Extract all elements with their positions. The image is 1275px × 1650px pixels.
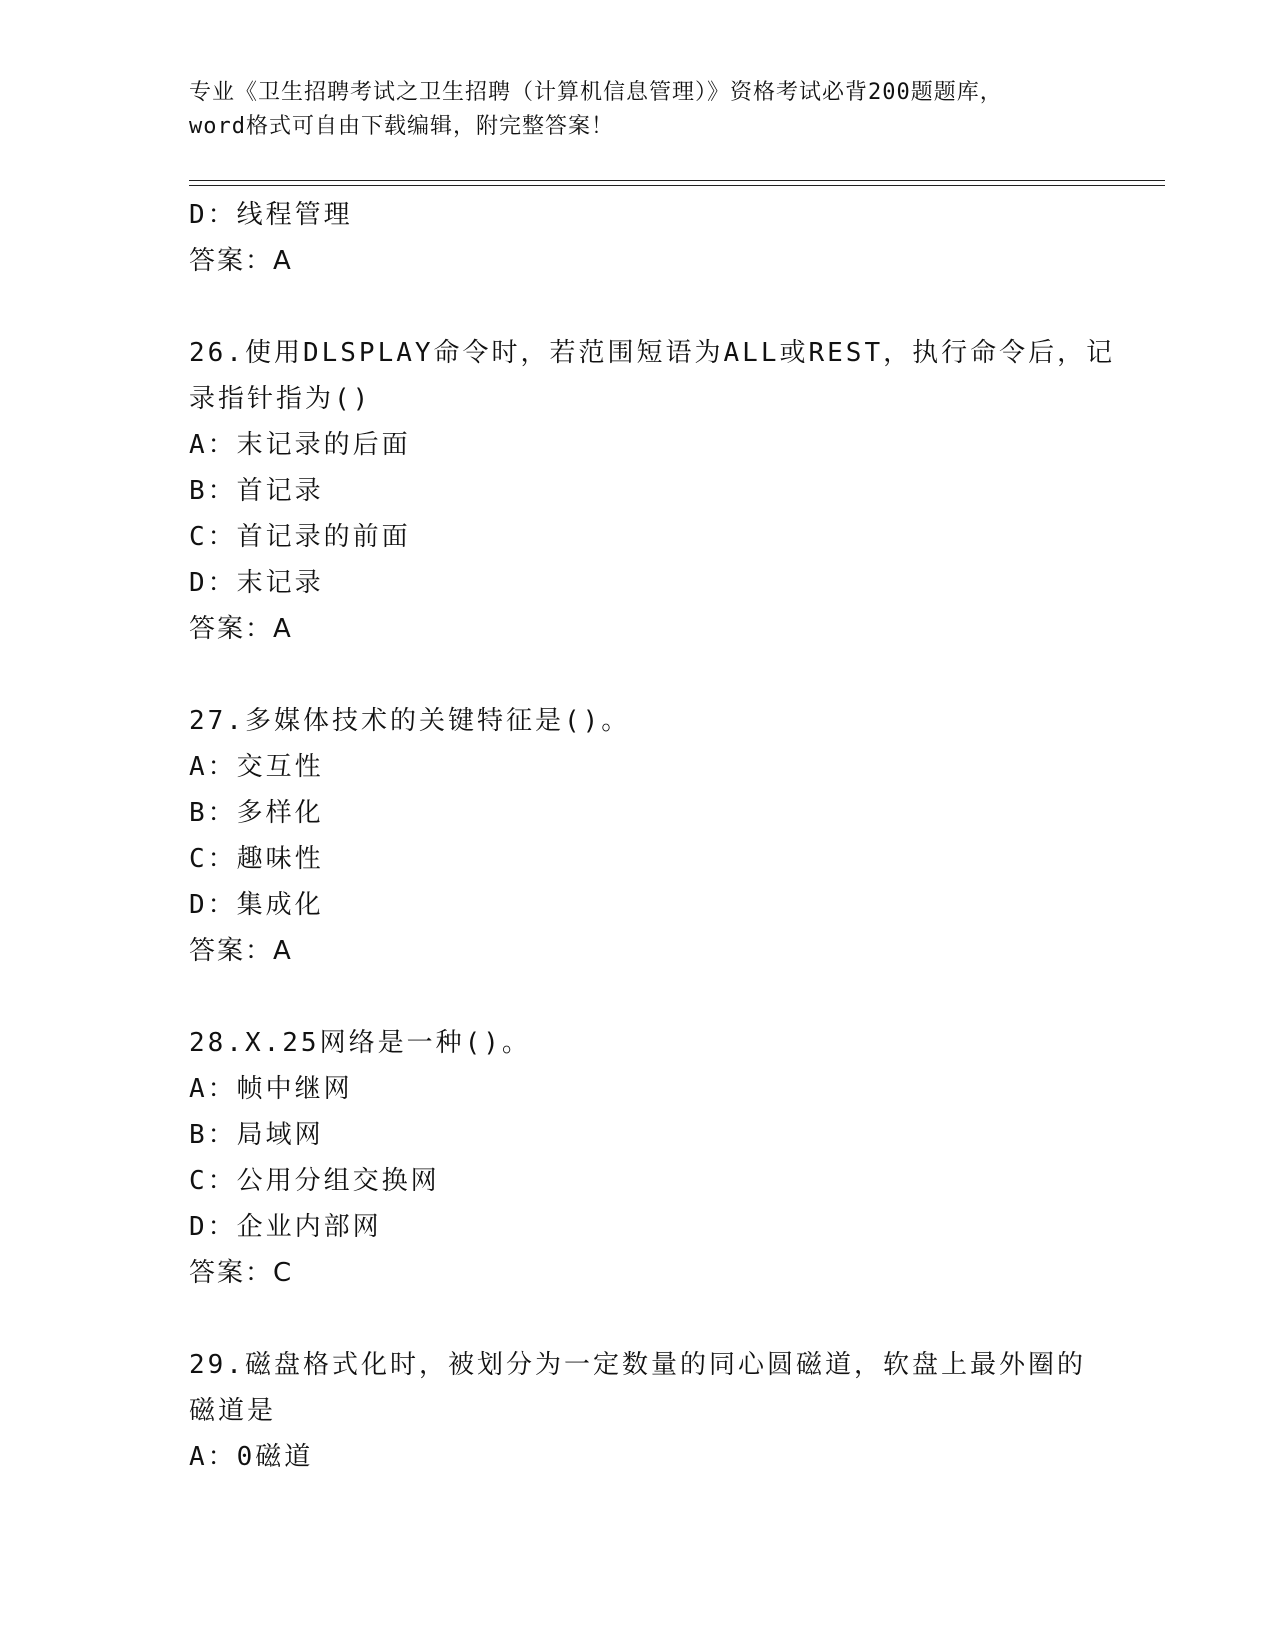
option-a: A：0磁道	[189, 1442, 314, 1472]
option-a: A：交互性	[189, 752, 324, 782]
prev-answer: 答案：A	[189, 246, 293, 276]
option-b: B：多样化	[189, 798, 324, 828]
spacer	[189, 1296, 1089, 1342]
option-d: D：末记录	[189, 568, 324, 598]
answer: 答案：A	[189, 614, 293, 644]
spacer	[189, 652, 1089, 698]
page-header	[189, 76, 1089, 144]
spacer	[189, 974, 1089, 1020]
option-b: B：局域网	[189, 1120, 324, 1150]
answer: 答案：A	[189, 936, 293, 966]
option-a: A：帧中继网	[189, 1074, 353, 1104]
header-divider-bottom	[189, 185, 1165, 186]
prev-option-d: D：线程管理	[189, 200, 353, 230]
header-line-1: 专业《卫生招聘考试之卫生招聘（计算机信息管理）》资格考试必背200题题库，	[189, 80, 1003, 105]
question-28	[189, 1020, 1089, 1296]
question-stem-continued: 录指针指为()	[189, 384, 372, 414]
option-d: D：集成化	[189, 890, 324, 920]
question-stem-continued: 磁道是	[189, 1396, 277, 1426]
question-26	[189, 330, 1116, 652]
option-c: C：趣味性	[189, 844, 324, 874]
question-27	[189, 698, 1089, 974]
answer: 答案：C	[189, 1258, 294, 1288]
option-d: D：企业内部网	[189, 1212, 382, 1242]
question-stem: 28.X.25网络是一种()。	[189, 1028, 531, 1058]
option-b: B：首记录	[189, 476, 324, 506]
question-list	[189, 192, 1116, 1480]
header-divider-top	[189, 180, 1165, 181]
option-a: A：末记录的后面	[189, 430, 411, 460]
question-stem: 26.使用DLSPLAY命令时，若范围短语为ALL或REST，执行命令后，记	[189, 338, 1116, 368]
option-c: C：首记录的前面	[189, 522, 411, 552]
option-c: C：公用分组交换网	[189, 1166, 440, 1196]
header-line-2: word格式可自由下载编辑，附完整答案！	[189, 114, 614, 139]
question-29	[189, 1342, 1089, 1480]
spacer	[189, 284, 1089, 330]
question-stem: 29.磁盘格式化时，被划分为一定数量的同心圆磁道，软盘上最外圈的	[189, 1350, 1086, 1380]
question-stem: 27.多媒体技术的关键特征是()。	[189, 706, 631, 736]
